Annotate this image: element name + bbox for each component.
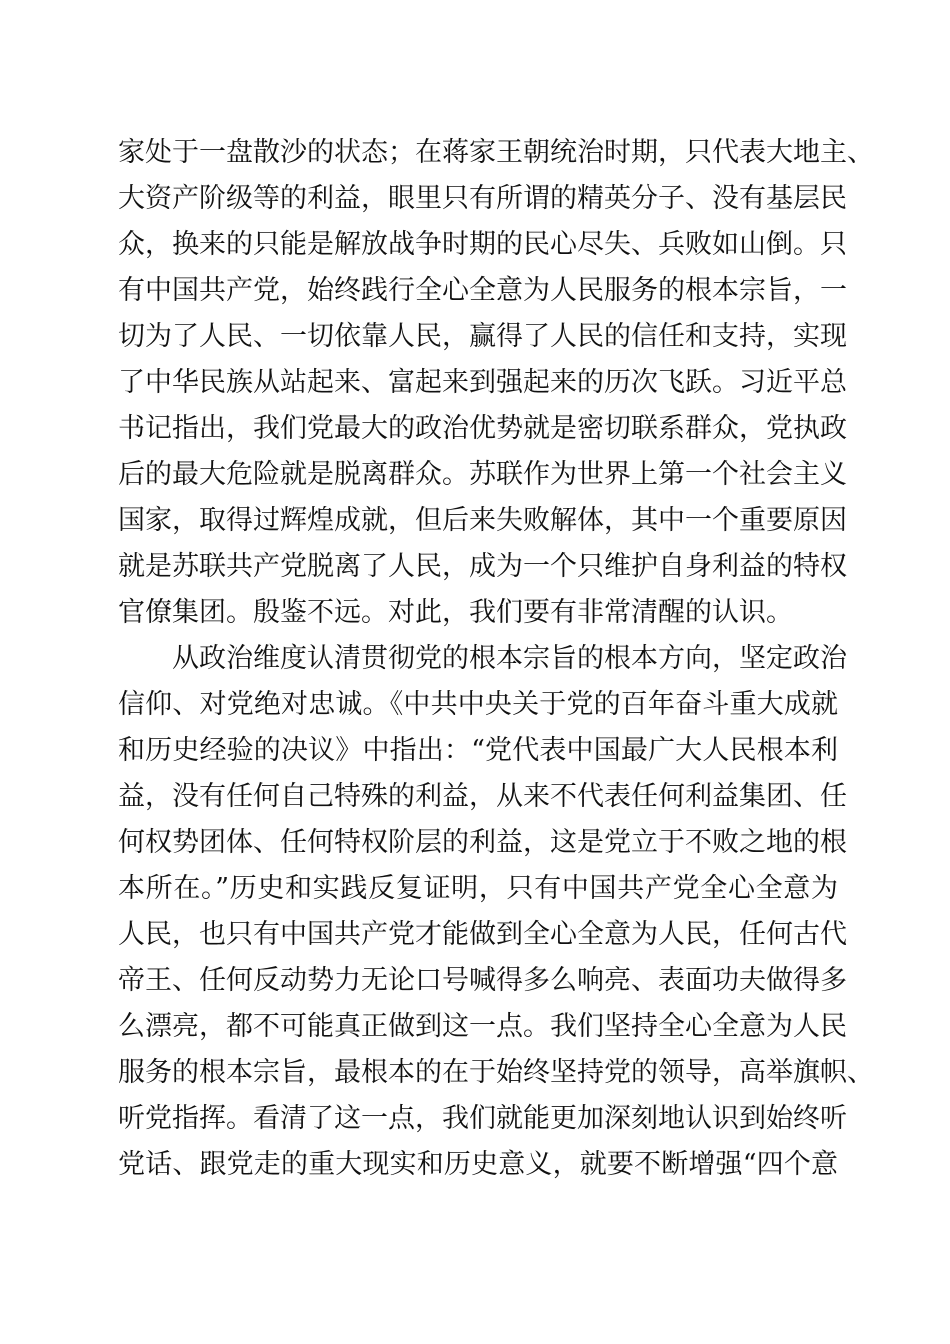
text-line: 服务的根本宗旨，最根本的在于始终坚持党的领导，高举旗帜、 — [118, 1057, 874, 1088]
text-line-paragraph-start: 从政治维度认清贯彻党的根本宗旨的根本方向，坚定政治 — [172, 643, 847, 674]
text-line: 党话、跟党走的重大现实和历史意义，就要不断增强“四个意 — [118, 1149, 838, 1180]
text-line: 家处于一盘散沙的状态；在蒋家王朝统治时期，只代表大地主、 — [118, 137, 874, 168]
text-line: 有中国共产党，始终践行全心全意为人民服务的根本宗旨，一 — [118, 275, 847, 306]
text-line: 么漂亮，都不可能真正做到这一点。我们坚持全心全意为人民 — [118, 1011, 847, 1042]
text-line: 何权势团体、任何特权阶层的利益，这是党立于不败之地的根 — [118, 827, 847, 858]
text-line: 本所在。”历史和实践反复证明，只有中国共产党全心全意为 — [118, 873, 838, 904]
text-line-paragraph-end: 官僚集团。殷鉴不远。对此，我们要有非常清醒的认识。 — [118, 597, 793, 628]
text-line: 切为了人民、一切依靠人民，赢得了人民的信任和支持，实现 — [118, 321, 847, 352]
text-line: 大资产阶级等的利益，眼里只有所谓的精英分子、没有基层民 — [118, 183, 847, 214]
text-line: 就是苏联共产党脱离了人民，成为一个只维护自身利益的特权 — [118, 551, 847, 582]
text-line: 人民，也只有中国共产党才能做到全心全意为人民，任何古代 — [118, 919, 847, 950]
text-line: 和历史经验的决议》中指出：“党代表中国最广大人民根本利 — [118, 735, 838, 766]
text-line: 国家，取得过辉煌成就，但后来失败解体，其中一个重要原因 — [118, 505, 847, 536]
text-line: 众，换来的只能是解放战争时期的民心尽失、兵败如山倒。只 — [118, 229, 847, 260]
text-line: 书记指出，我们党最大的政治优势就是密切联系群众，党执政 — [118, 413, 847, 444]
text-line: 后的最大危险就是脱离群众。苏联作为世界上第一个社会主义 — [118, 459, 847, 490]
text-line: 益，没有任何自己特殊的利益，从来不代表任何利益集团、任 — [118, 781, 847, 812]
text-line: 了中华民族从站起来、富起来到强起来的历次飞跃。习近平总 — [118, 367, 847, 398]
text-line: 信仰、对党绝对忠诚。《中共中央关于党的百年奋斗重大成就 — [118, 689, 838, 720]
body-text — [118, 130, 874, 1188]
text-line: 帝王、任何反动势力无论口号喊得多么响亮、表面功夫做得多 — [118, 965, 847, 996]
text-line: 听党指挥。看清了这一点，我们就能更加深刻地认识到始终听 — [118, 1103, 847, 1134]
